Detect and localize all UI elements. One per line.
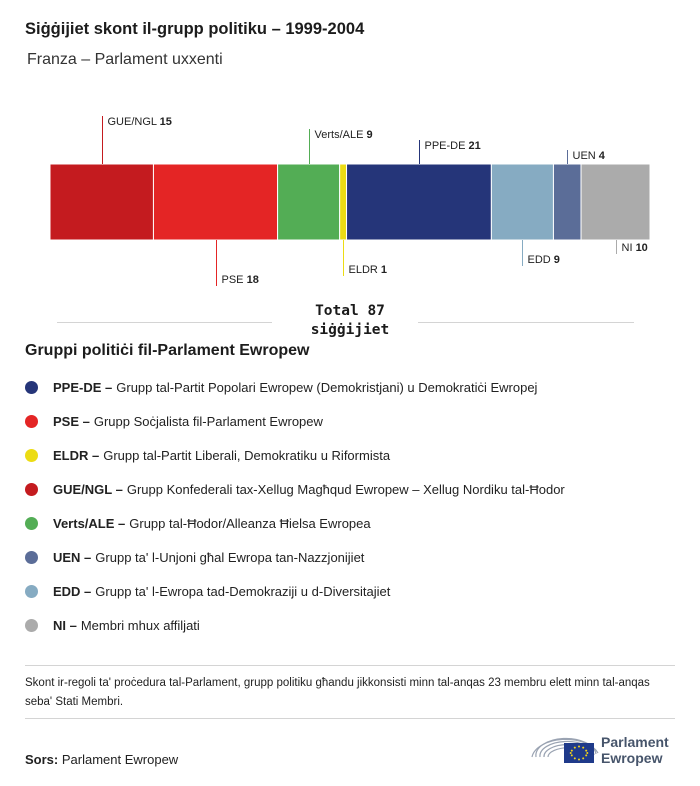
legend-dot <box>25 551 38 564</box>
legend-dot <box>25 449 38 462</box>
logo-text-line2: Ewropew <box>601 750 663 766</box>
legend-abbr: PSE – <box>53 413 90 429</box>
legend-desc: Grupp ta' l-Unjoni għal Ewropa tan-Nazzjonijiet <box>95 549 365 565</box>
legend-item-ni <box>25 608 565 642</box>
bar-segment-gue-ngl <box>50 164 153 240</box>
legend-dot <box>25 517 38 530</box>
total-seats <box>295 302 405 340</box>
bar-segment-eldr <box>340 164 347 240</box>
data-label-pse: PSE 18 <box>221 274 259 286</box>
legend-dot <box>25 415 38 428</box>
legend-desc: Grupp ta' l-Ewropa tad-Demokraziji u d-Diversitajiet <box>95 583 391 599</box>
bar-segment-edd <box>491 164 553 240</box>
data-label-edd: EDD 9 <box>527 254 560 266</box>
bar-segment-uen <box>553 164 581 240</box>
legend-item-verts-ale <box>25 506 565 540</box>
legend-abbr: EDD – <box>53 583 92 599</box>
bar-segment-ppe-de <box>347 164 492 240</box>
legend-title: Gruppi politiċi fil-Parlament Ewropew <box>25 342 310 359</box>
chart-title: Siġġijiet skont il-grupp politiku – 1999-2004 <box>25 20 365 38</box>
total-seats-count: Total 87 <box>315 303 385 319</box>
note-divider-bottom <box>25 718 675 719</box>
bar-segment-verts-ale <box>278 164 340 240</box>
legend-abbr: Verts/ALE – <box>53 515 126 531</box>
footnote: Skont ir-regoli ta' proċedura tal-Parlament, grupp politiku għandu jikkonsisti minn tal-anqas 23 membru elett minn tal-anqas seba' Stati Membri. <box>25 677 650 708</box>
legend-item-ppe-de <box>25 370 565 404</box>
legend-item-gue-ngl <box>25 472 565 506</box>
bar-segment-ni <box>581 164 650 240</box>
legend <box>25 370 565 642</box>
total-divider-right <box>418 322 634 323</box>
data-label-ppe-de: PPE-DE 21 <box>424 140 481 152</box>
total-divider-left <box>57 322 272 323</box>
legend-abbr: GUE/NGL – <box>53 481 123 497</box>
legend-desc: Grupp tal-Partit Liberali, Demokratiku u Riformista <box>103 447 391 463</box>
legend-desc: Membri mhux affiljati <box>80 617 200 633</box>
legend-dot <box>25 619 38 632</box>
data-label-gue-ngl: GUE/NGL 15 <box>107 116 172 128</box>
logo-text-line1: Parlament <box>601 734 669 750</box>
legend-dot <box>25 381 38 394</box>
legend-item-eldr <box>25 438 565 472</box>
logo-text <box>601 734 669 766</box>
data-label-verts-ale: Verts/ALE 9 <box>314 129 373 141</box>
source <box>25 752 178 767</box>
legend-item-pse <box>25 404 565 438</box>
legend-dot <box>25 483 38 496</box>
legend-abbr: PPE-DE – <box>53 379 113 395</box>
legend-item-edd <box>25 574 565 608</box>
data-label-eldr: ELDR 1 <box>348 264 388 276</box>
legend-abbr: UEN – <box>53 549 92 565</box>
legend-desc: Grupp tal-Partit Popolari Ewropew (Demokristjani) u Demokratiċi Ewropej <box>116 379 538 395</box>
seat-bar-chart <box>0 0 700 300</box>
chart-subtitle: Franza – Parlament uxxenti <box>27 51 223 68</box>
legend-abbr: NI – <box>53 617 77 633</box>
legend-desc: Grupp tal-Ħodor/Alleanza Ħielsa Ewropea <box>129 515 371 531</box>
bar-segment-pse <box>153 164 277 240</box>
legend-abbr: ELDR – <box>53 447 100 463</box>
source-value: Parlament Ewropew <box>61 752 179 767</box>
data-label-uen: UEN 4 <box>572 150 605 162</box>
source-label: Sors: <box>25 752 59 767</box>
legend-dot <box>25 585 38 598</box>
data-label-ni: NI 10 <box>621 242 648 254</box>
legend-desc: Grupp Konfederali tax-Xellug Magħqud Ewropew – Xellug Nordiku tal-Ħodor <box>126 481 565 497</box>
legend-item-uen <box>25 540 565 574</box>
legend-desc: Grupp Soċjalista fil-Parlament Ewropew <box>93 413 323 429</box>
total-seats-unit: siġġijiet <box>310 322 390 338</box>
note-divider-top <box>25 665 675 666</box>
